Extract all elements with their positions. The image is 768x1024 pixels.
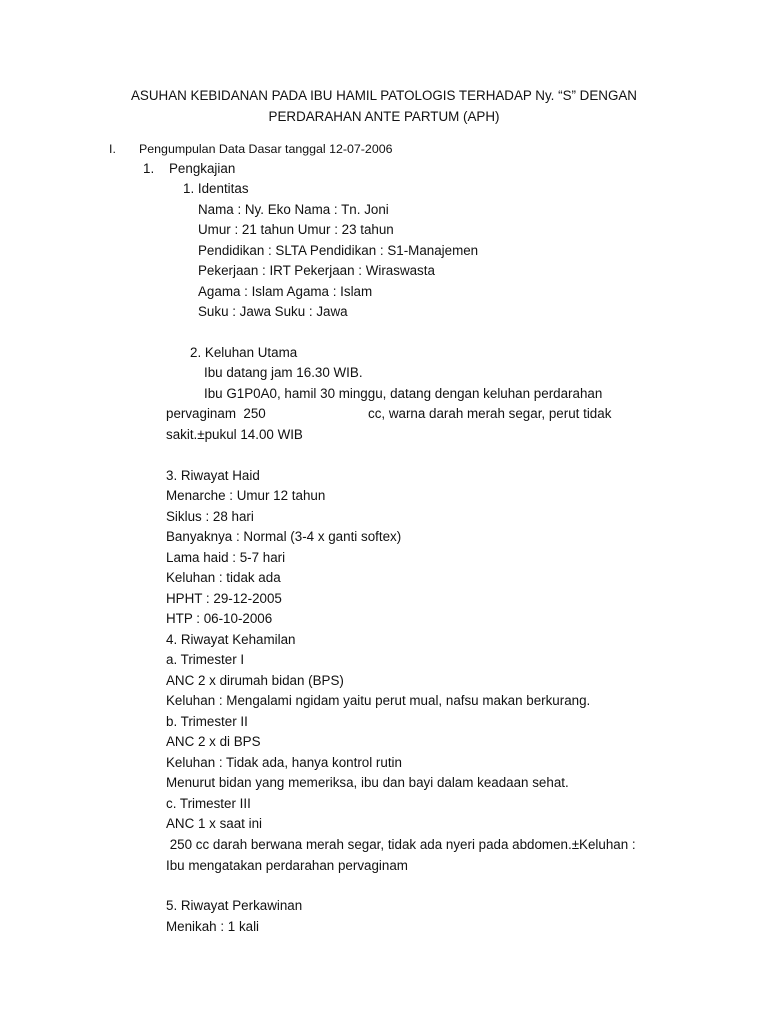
identitas-line: Suku : Jawa Suku : Jawa — [198, 304, 348, 319]
body-line: a. Trimester I — [166, 652, 245, 667]
keluhan-line: sakit.±pukul 14.00 WIB — [166, 427, 303, 442]
body-line: 250 cc darah berwana merah segar, tidak ada nyeri pada abdomen.±Keluhan : — [166, 837, 636, 852]
document-title-line-1: ASUHAN KEBIDANAN PADA IBU HAMIL PATOLOGIS TERHADAP Ny. “S” DENGAN — [131, 88, 637, 103]
subsection-label: Pengkajian — [169, 161, 236, 176]
keluhan-line: Ibu G1P0A0, hamil 30 minggu, datang dengan keluhan perdarahan — [204, 386, 603, 401]
document-title-line-2: PERDARAHAN ANTE PARTUM (APH) — [268, 109, 500, 124]
keluhan-heading: 2. Keluhan Utama — [190, 345, 298, 360]
body-line: Ibu mengatakan perdarahan pervaginam — [166, 858, 408, 873]
body-line: Keluhan : Tidak ada, hanya kontrol rutin — [166, 755, 402, 770]
subsection-number: 1. — [143, 161, 155, 176]
body-line: b. Trimester II — [166, 714, 248, 729]
body-line: Siklus : 28 hari — [166, 509, 254, 524]
body-line: Keluhan : tidak ada — [166, 570, 281, 585]
identitas-line: Agama : Islam Agama : Islam — [198, 284, 373, 299]
body-line: 3. Riwayat Haid — [166, 468, 260, 483]
identitas-line: Umur : 21 tahun Umur : 23 tahun — [198, 222, 394, 237]
body-line: Menurut bidan yang memeriksa, ibu dan bayi dalam keadaan sehat. — [166, 775, 569, 790]
body-line: Keluhan : Mengalami ngidam yaitu perut mual, nafsu makan berkurang. — [166, 693, 591, 708]
identitas-heading: 1. Identitas — [183, 181, 249, 196]
body-line: Banyaknya : Normal (3-4 x ganti softex) — [166, 529, 402, 544]
section-numeral: I. — [109, 142, 116, 156]
keluhan-line: Ibu datang jam 16.30 WIB. — [204, 365, 363, 380]
identitas-line: Pendidikan : SLTA Pendidikan : S1-Manajemen — [198, 243, 479, 258]
body-line: Menarche : Umur 12 tahun — [166, 488, 326, 503]
perkawinan-heading: 5. Riwayat Perkawinan — [166, 898, 303, 913]
keluhan-line: pervaginam 250 — [166, 406, 266, 421]
identitas-line: Pekerjaan : IRT Pekerjaan : Wiraswasta — [198, 263, 435, 278]
body-line: ANC 1 x saat ini — [166, 816, 263, 831]
body-line: Lama haid : 5-7 hari — [166, 550, 286, 565]
perkawinan-line: Menikah : 1 kali — [166, 919, 260, 934]
body-line: HPHT : 29-12-2005 — [166, 591, 282, 606]
body-line: ANC 2 x di BPS — [166, 734, 261, 749]
keluhan-line: cc, warna darah merah segar, perut tidak — [368, 406, 612, 421]
body-line: HTP : 06-10-2006 — [166, 611, 273, 626]
body-line: c. Trimester III — [166, 796, 251, 811]
identitas-line: Nama : Ny. Eko Nama : Tn. Joni — [198, 202, 389, 217]
body-line: 4. Riwayat Kehamilan — [166, 632, 296, 647]
section-heading: Pengumpulan Data Dasar tanggal 12-07-2006 — [139, 142, 393, 156]
body-line: ANC 2 x dirumah bidan (BPS) — [166, 673, 344, 688]
